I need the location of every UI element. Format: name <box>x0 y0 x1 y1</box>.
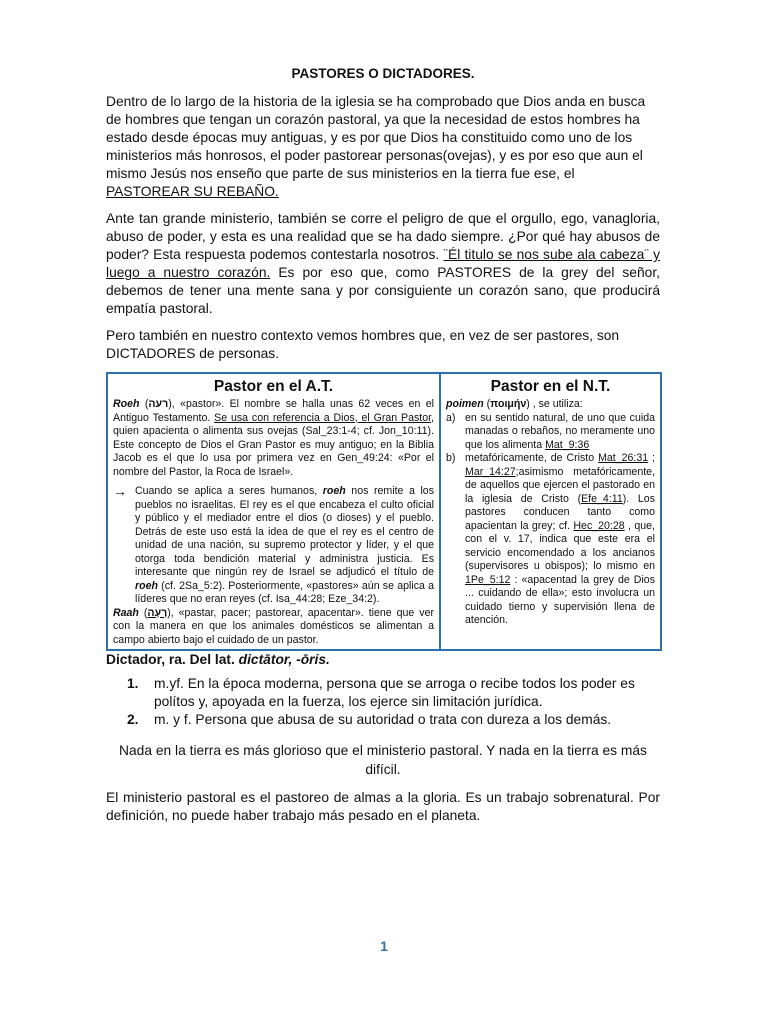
poimen-usage-a-text: en su sentido natural, de uno que cuida manadas o rebaños, no meramente uno que los alimenta Mat_9:36 <box>465 411 655 451</box>
definition-text: m.yf. En la época moderna, persona que se arroga o recibe todos los poder es polítos y, apoyada en la fuerza, los ejerce sin limitación jurídica. <box>154 676 635 709</box>
intro-paragraph: Dentro de lo largo de la historia de la iglesia se ha comprobado que Dios anda en busca de hombres que tengan un corazón pastoral, ya que la necesidad de estos hombres ha estado desde épocas muy antiguas, y es por que Dios ha constituido como uno de los ministerios más honrosos, el poder pastorear personas(ovejas), y es por eso que aun el mismo Jesús nos enseño que parte de sus ministerios en la tierra fue ese, el PASTOREAR SU REBAÑO. <box>106 94 646 199</box>
poimen-usage-a <box>446 412 655 453</box>
old-testament-heading: Pastor en el A.T. <box>213 378 334 395</box>
definition-item <box>127 675 660 711</box>
definition-number: 2. <box>127 712 139 727</box>
closing-paragraph: El ministerio pastoral es el pastoreo de almas a la gloria. Es un trabajo sobrenatural. Por definición, no puede haber trabajo más pesado en el planeta. <box>106 790 660 823</box>
definition-number: 1. <box>127 676 139 691</box>
pastoral-ministry-quote: Nada en la tierra es más glorioso que el ministerio pastoral. Y nada en la tierra es más difícil. <box>119 743 647 777</box>
abuse-of-power-paragraph: Ante tan grande ministerio, también se corre el peligro de que el orgullo, ego, vanagloria, abuso de poder, y esta es una realidad que se ha dado siempre. ¿Por qué hay abusos de poder? Esta respuesta podemos contestarla nosotros. ¨Él titulo se nos sube ala cabeza¨ y luego a nuestro corazón. Es por eso que, como PASTORES de la grey del señor, debemos de tener una mente sana y por consiguiente un corazón sano, que producirá empatía pastoral. <box>106 211 660 316</box>
pastor-comparison-table <box>106 372 662 651</box>
roeh-human-usage-text: Cuando se aplica a seres humanos, roeh nos remite a los pueblos no israelitas. El rey es el que encabeza el culto oficial y público y el mediador entre el dios (o dioses) y el pueblo. Detrás de este uso está la idea de que el rey es el centro de unidad de una nación, su supremo protector y líder, y el que otorga toda bendición material y administra justicia. Es interesante que ningún rey de Israel se adjudicó el título de roeh (cf. 2Sa_5:2). Posteriormente, «pastores» aún se aplica a líderes que no eran reyes (cf. Isa_44:28; Eze_34:2). <box>135 485 434 605</box>
list-marker-a: a) <box>446 411 456 424</box>
page-number: 1 <box>380 938 388 954</box>
roeh-definition: Roeh (רעה), «pastor». El nombre se halla unas 62 veces en el Antiguo Testamento. Se usa con referencia a Dios, el Gran Pastor, quien apacienta o alimenta sus ovejas (Sal_23:1-4; cf. Jon_10:11). Este concepto de Dios el Gran Pastor es muy antiguo; en la Biblia Jacob es el que lo usa por primera vez en Gen_49:24: «Por el nombre del Pastor, la Roca de Israel». <box>113 398 434 478</box>
old-testament-cell <box>107 373 440 650</box>
dictator-definition-heading <box>106 652 660 667</box>
definition-text: m. y f. Persona que abusa de su autoridad o trata con dureza a los demás. <box>154 712 612 727</box>
roeh-human-usage <box>113 485 434 607</box>
raah-definition: Raah (רָעָה), «pastar, pacer; pastorear, apacentar». tiene que ver con la manera en que los animales domésticos se alimentan a campo abierto bajo el cuidado de un pastor. <box>113 606 434 646</box>
poimen-intro: poimen (ποιμήν) , se utiliza: <box>446 398 583 410</box>
definition-latin-term: dictātor, -ōris. <box>238 652 330 667</box>
document-page <box>106 66 660 834</box>
document-title: PASTORES O DICTADORES. <box>291 66 475 81</box>
poimen-usage-b-text: metafóricamente, de Cristo Mat_26:31 ; Mar_14:27;asimismo metafóricamente, de aquellos que ejercen el pastorado en la iglesia de Cristo (Efe_4:11). Los pastores conducen tanto como apacientan la grey; cf. Hec_20:28 , que, con el v. 17, indica que este era el servicio encomendado a los ancianos (supervisores u obispos); lo mismo en 1Pe_5:12 : «apacentad la grey de Dios ... cuidando de ella»; esto involucra un cuidado tierno y supervisión llena de atención. <box>465 452 656 626</box>
definition-head-text: Dictador, ra. Del lat. <box>106 652 239 667</box>
new-testament-cell <box>440 373 661 650</box>
dictators-paragraph: Pero también en nuestro contexto vemos hombres que, en vez de ser pastores, son DICTADORES de personas. <box>106 328 620 361</box>
right-arrow-icon: → <box>113 483 127 499</box>
definition-item <box>127 711 660 729</box>
poimen-usage-b <box>446 452 655 628</box>
list-marker-b: b) <box>446 452 456 464</box>
new-testament-heading: Pastor en el N.T. <box>490 378 611 395</box>
